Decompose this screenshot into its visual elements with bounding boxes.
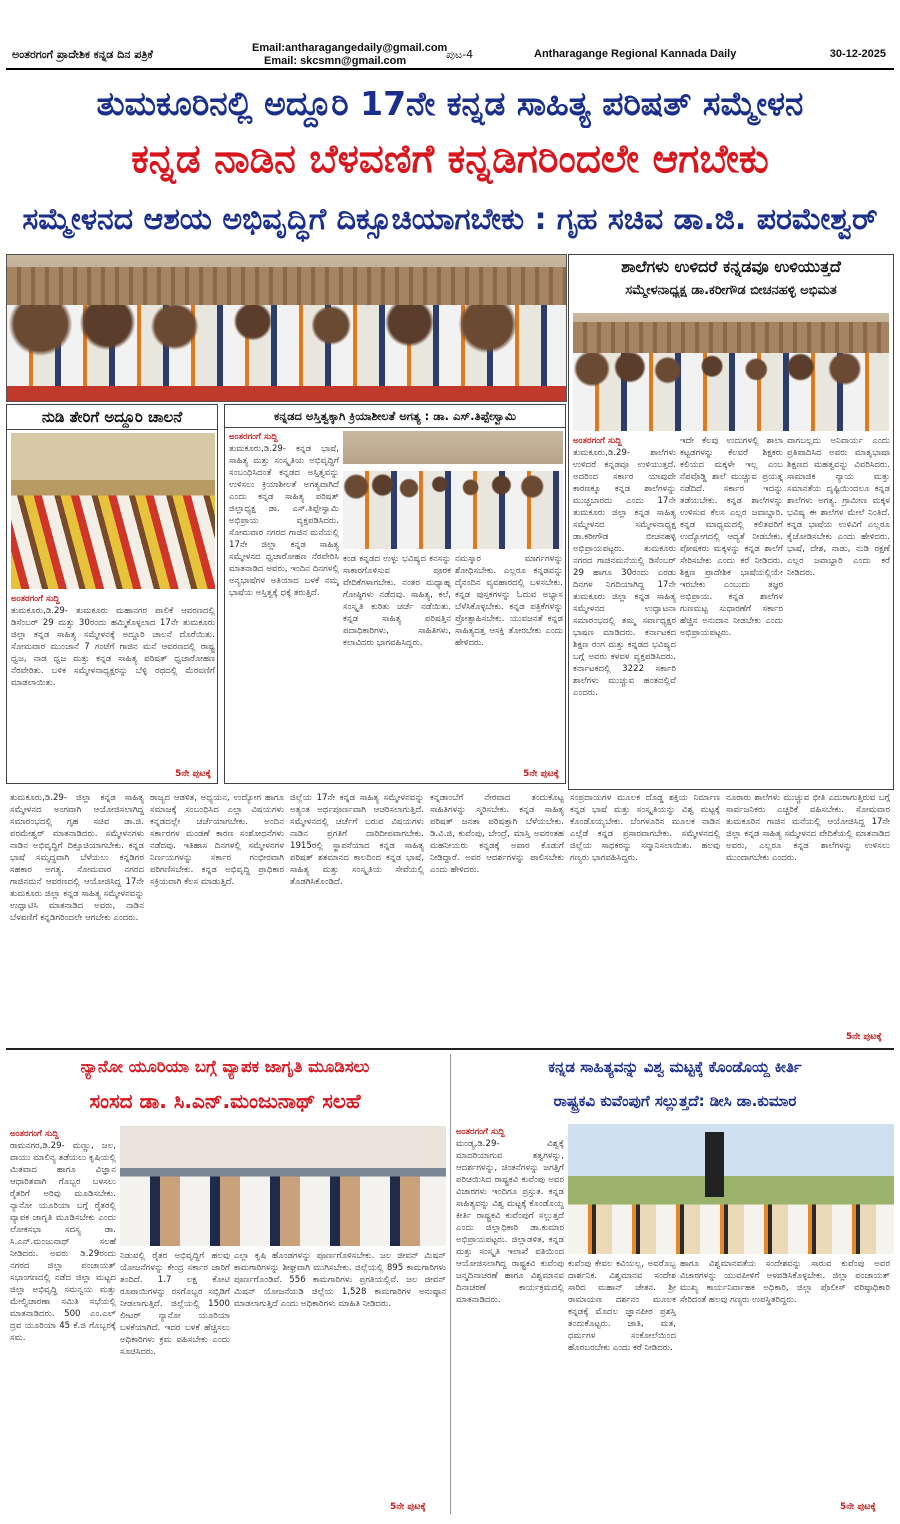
middle-story-text-3: ನಮಸ್ಕಾರ ಮಾರ್ಗಗಳನ್ನು ಶೋಧಿಸಬೇಕು. ಎಲ್ಲರೂ ಕನ್ನಡವನ್ನು ದೈನಂದಿನ ವ್ಯವಹಾರದಲ್ಲಿ ಬಳಸಬೇಕು. ಕನ್ನಡ ಪುಸ್ತಕಗಳನ್ನು ಓದುವ ಅಭ್ಯಾಸ ಬೆಳೆಸಿಕೊಳ್ಳಬೇಕು. ಕನ್ನಡ ಪತ್ರಿಕೆಗಳನ್ನು ಪ್ರೋತ್ಸಾಹಿಸಬೇಕು. ಯುವಜನತೆ ಕನ್ನಡ ಸಾಹಿತ್ಯದತ್ತ ಆಸಕ್ತಿ ತೋರಬೇಕು ಎಂದು ಹೇಳಿದರು.: [455, 554, 563, 648]
sidebar-body-2: ಇದೇ ಕೆಲವು ಉದುಗಳಲ್ಲಿ ಶಾಲಾ ಕಟ್ಟಡಗಳನ್ನು ಕೆಲವರೆ ಶಿಕ್ಷಕರು ಕಲಿಯದ ಮಕ್ಕಳೇ ಇಲ್ಲ ಎಂಬ ನೆಪವೊಡ್ಡಿ ಶಾಲೆ ಮುಚ್ಚುವ ಪ್ರಯತ್ನ ನಡೆದಿದೆ. ಸರ್ಕಾರ ಇದನ್ನು ತಡೆಯಬೇಕು. ಕನ್ನಡ ಶಾಲೆಗಳನ್ನು ಉಳಿಸುವ ಕೆಲಸ ಎಲ್ಲರ ಜವಾಬ್ದಾರಿ. ಕನ್ನಡ ಮಾಧ್ಯಮದಲ್ಲಿ ಕಲಿತವರಿಗೆ ಉದ್ಯೋಗದಲ್ಲಿ ಆದ್ಯತೆ ನೀಡಬೇಕು. ಪೋಷಕರು ಮಕ್ಕಳನ್ನು ಕನ್ನಡ ಶಾಲೆಗೆ ಸೇರಿಸಬೇಕು ಎಂದು ಕರೆ ನೀಡಿದರು. ಶಿಕ್ಷಣ ಪ್ರಾದೇಶಿಕ ಭಾಷೆಯಲ್ಲಿಯೇ ಇರಬೇಕು ಎಂಬುದು ತಜ್ಞರ ಅಭಿಪ್ರಾಯ. ಕನ್ನಡ ಶಾಲೆಗಳ ಗುಣಮಟ್ಟ ಸುಧಾರಣೆಗೆ ಸರ್ಕಾರ ಹೆಚ್ಚಿನ ಅನುದಾನ ನೀಡಬೇಕು ಎಂದು ಅಭಿಪ್ರಾಯಪಟ್ಟರು.: [680, 436, 783, 638]
section-divider: [6, 1048, 894, 1050]
bottom-left-col-3: ಎಲ್ಲಾ ಕೃಷಿ ಹೊಂಡಗಳನ್ನು ಪೂರ್ಣಗೊಳಿಸಬೇಕು. ಜಲ ಜೀವನ್ ಮಿಷನ್ ಕಾಮಗಾರಿಗಳನ್ನು ಶೀಘ್ರವಾಗಿ ಮುಗಿಸಬೇಕು. ಜಿಲ್ಲೆಯಲ್ಲಿ 895 ಕಾಮಗಾರಿಗಳು ಪೂರ್ಣಗೊಂಡಿವೆ. 556 ಕಾಮಗಾರಿಗಳು ಪ್ರಗತಿಯಲ್ಲಿವೆ. ಜಲ ಜೀವನ್ ಮಿಷನ್ ಯೋಜನೆಯಡಿ ಜಿಲ್ಲೆಯ 1,528 ಕಾಮಗಾರಿಗಳ ಅನುಷ್ಠಾನ ಮಾಡಲಾಗುತ್ತಿದೆ ಎಂದು ಅಧಿಕಾರಿಗಳು ಮಾಹಿತಿ ನೀಡಿದರು.: [234, 1251, 446, 1309]
bottom-right-continued[interactable]: 5ನೇ ಪುಟಕ್ಕೆ: [840, 1502, 876, 1512]
main-event-photo: [6, 254, 567, 402]
headline-sub: ಸಮ್ಮೇಳನದ ಆಶಯ ಅಭಿವೃದ್ಧಿಗೆ ದಿಕ್ಸೂಚಿಯಾಗಬೇಕು : ಗೃಹ ಸಚಿವ ಡಾ.ಜಿ. ಪರಮೇಶ್ವರ್: [22, 202, 878, 237]
email-secondary[interactable]: Email: skcsmn@gmail.com: [264, 55, 407, 67]
bottom-right-col-1: [456, 1126, 564, 1512]
sidebar-story: [568, 254, 894, 790]
masthead: [6, 40, 894, 70]
lead-col-2: ರಾಜ್ಯದ ಆಡಳಿತ, ಅಧ್ಯಯನ, ಉದ್ಯೋಗ ಹಾಗೂ ಸಮಾಜಕ್ಕೆ ಸಂಬಂಧಿಸಿದ ಎಲ್ಲಾ ವಿಷಯಗಳು ಕನ್ನಡದಲ್ಲೇ ಚರ್ಚೆಯಾಗಬೇಕು. ಅಂದಿನ ಸರ್ಕಾರಗಳ ಮಂಡಣೆ ಕಾರಣ ಸಂಶೋಧನೆಗಳು ನಡೆದವು. ಇತಿಹಾಸ ದಿನಗಳಲ್ಲಿ ಸಮ್ಮೇಳನಗಳ ನಿರ್ಣಯಗಳನ್ನು ಸರ್ಕಾರ ಗಂಭೀರವಾಗಿ ಪರಿಗಣಿಸಬೇಕು. ಕನ್ನಡ ಅಭಿವೃದ್ಧಿ ಪ್ರಾಧಿಕಾರ ಸಕ್ರಿಯವಾಗಿ ಕೆಲಸ ಮಾಡುತ್ತಿದೆ.: [150, 793, 284, 887]
lead-continued[interactable]: 5ನೇ ಪುಟಕ್ಕೆ: [846, 1032, 882, 1042]
middle-story-text: ತುಮಕೂರು,ಡಿ.29- ಕನ್ನಡ ಭಾಷೆ, ಸಾಹಿತ್ಯ ಮತ್ತು ಸಂಸ್ಕೃತಿಯ ಅಭಿವೃದ್ಧಿಗೆ ಸಂಬಂಧಿಸಿದಂತೆ ಕನ್ನಡದ ಅಸ್ತಿತ್ವವನ್ನು ಉಳಿಸಲು ಕ್ರಿಯಾಶೀಲತೆ ಅಗತ್ಯವಾಗಿದೆ ಎಂದು ಕನ್ನಡ ಸಾಹಿತ್ಯ ಪರಿಷತ್ ಜಿಲ್ಲಾಧ್ಯಕ್ಷ ಡಾ. ಎಸ್.ತಿಪ್ಪೇಸ್ವಾಮಿ ಅಭಿಪ್ರಾಯ ವ್ಯಕ್ತಪಡಿಸಿದರು. ಸೋಮವಾರ ನಗರದ ಗಾಜಿನ ಮನೆಯಲ್ಲಿ 17ನೇ ಜಿಲ್ಲಾ ಕನ್ನಡ ಸಾಹಿತ್ಯ ಸಮ್ಮೇಳನದ ಧ್ವಜಾರೋಹಣ ನೆರವೇರಿಸಿ ಮಾತನಾಡಿದ ಅವರು, ಇಂದಿನ ದಿನಗಳಲ್ಲಿ ಅನ್ಯಭಾಷೆಗಳ ಅತಿಯಾದ ಬಳಕೆ ನಮ್ಮ ಭಾಷೆಯ ಅಸ್ತಿತ್ವಕ್ಕೆ ಧಕ್ಕೆ ತರುತ್ತಿದೆ.: [229, 444, 339, 598]
left-story-continued[interactable]: 5ನೇ ಪುಟಕ್ಕೆ: [175, 769, 211, 779]
middle-story-col-3: [455, 553, 563, 767]
sidebar-column-3: [787, 435, 890, 785]
middle-story-text-2: ಕಂಡ ಕನ್ನಡದ ಉಳ್ಳು ಭವಿಷ್ಯದ ಕನಸನ್ನು ಸಾಕಾರಗೊಳಿಸುವ ಪೂರಕ ವೇದಿಕೆಗಳಾಗಬೇಕು. ನಂತರ ಮಧ್ಯಾಹ್ನ ಗೋಷ್ಠಿಗಳು ನಡೆದವು. ಸಾಹಿತ್ಯ, ಕಲೆ, ಸಂಸ್ಕೃತಿ ಕುರಿತು ಚರ್ಚೆ ನಡೆಯಿತು. ಕನ್ನಡ ಸಾಹಿತ್ಯ ಪರಿಷತ್ತಿನ ಪದಾಧಿಕಾರಿಗಳು, ಸಾಹಿತಿಗಳು, ಕಲಾವಿದರು ಭಾಗವಹಿಸಿದ್ದರು.: [343, 554, 451, 648]
middle-story-title: ಕನ್ನಡದ ಅಸ್ತಿತ್ವಕ್ಕಾಗಿ ಕ್ರಿಯಾಶೀಲತೆ ಅಗತ್ಯ : ಡಾ. ಎಸ್.ತಿಪ್ಪೇಸ್ವಾಮಿ: [225, 405, 565, 428]
middle-story-col-1: [229, 431, 339, 781]
paper-tagline: ಅಂತರಗಂಗೆ ಪ್ರಾದೇಶಿಕ ಕನ್ನಡ ದಿನ ಪತ್ರಿಕೆ: [12, 48, 153, 61]
lead-col-5: ಸಂಪ್ರದಾಯಗಳ ಮೂಲಕ ದೊಡ್ಡ ಶಕ್ತಿಯ ನಿರ್ಮಾಣ ಕನ್ನಡ ಭಾಷೆ ಮತ್ತು ಸಂಸ್ಕೃತಿಯನ್ನು ವಿಶ್ವ ಮಟ್ಟಕ್ಕೆ ಕೊಂಡೊಯ್ಯಬೇಕು. ಬೆಂಗಳೂರಿನ ಮೂಲಕ ನಾಡಿನ ಎಲ್ಲೆಡೆ ಕನ್ನಡ ಪ್ರಸಾರವಾಗಬೇಕು. ಸಮ್ಮೇಳನದಲ್ಲಿ ಜಿಲ್ಲೆಯ ಸಾಧಕರನ್ನು ಸನ್ಮಾನಿಸಲಾಯಿತು. ಹಲವು ಗಣ್ಯರು ಭಾಗವಹಿಸಿದ್ದರು.: [570, 793, 720, 863]
lead-col-6: ನೂರಾರು ಶಾಲೆಗಳು ಮುಚ್ಚುವ ಭೀತಿ ಎದುರಾಗುತ್ತಿರುವ ಬಗ್ಗೆ ಸಾರ್ವಜನಿಕರು ಎಚ್ಚರಿಕೆ ವಹಿಸಬೇಕು. ಸೋಮವಾರ ತುಮಕೂರಿನ ಗಾಜಿನ ಮನೆಯಲ್ಲಿ ಆಯೋಜಿಸಿದ್ದ 17ನೇ ಜಿಲ್ಲಾ ಕನ್ನಡ ಸಾಹಿತ್ಯ ಸಮ್ಮೇಳನದ ವೇದಿಕೆಯಲ್ಲಿ ಮಾತನಾಡಿದ ಅವರು, ಎಲ್ಲರೂ ಕನ್ನಡ ಶಾಲೆಗಳನ್ನು ಉಳಿಸಲು ಮುಂದಾಗಬೇಕು ಎಂದರು.: [726, 793, 890, 863]
lead-col-4: ಕನ್ನಡಾಂಬೆಗೆ ನೇರವಾದ ತಂದುಕೊಟ್ಟ ಸಾಹಿತಿಗಳನ್ನು ಸ್ಮರಿಸಬೇಕು. ಕನ್ನಡ ಸಾಹಿತ್ಯ ಪರಿಷತ್ ಜನತಾ ಪರಿಷತ್ತಾಗಿ ಬೆಳೆಯಬೇಕು. ಡಿ.ವಿ.ಜಿ, ಕುವೆಂಪು, ಬೇಂದ್ರೆ, ಮಾಸ್ತಿ ಅವರಂತಹ ಮಹನೀಯರು ಕನ್ನಡಕ್ಕೆ ಅಪಾರ ಕೊಡುಗೆ ನೀಡಿದ್ದಾರೆ. ಅವರ ಆದರ್ಶಗಳನ್ನು ಪಾಲಿಸಬೇಕು ಎಂದು ಹೇಳಿದರು.: [430, 793, 564, 875]
sidebar-column-1: [573, 435, 676, 785]
sidebar-title-2: ಸಮ್ಮೇಳನಾಧ್ಯಕ್ಷ ಡಾ.ಕರೀಗೌಡ ಬೀಚನಹಳ್ಳಿ ಅಭಿಮತ: [625, 283, 837, 298]
left-story-title: ನುಡಿ ತೇರಿಗೆ ಅದ್ದೂರಿ ಚಾಲನೆ: [7, 405, 217, 430]
sidebar-credit: ಅಂತರಗಂಗೆ ಸುದ್ದಿ: [573, 436, 622, 446]
bottom-right-col-3: ಹಾಗೂ ವಿಶ್ವಮಾನವತೆಯ ಸಂದೇಶವನ್ನು ಸಾರುವ ಕುವೆಂಪು ಅವರ ವಿಚಾರಗಳನ್ನು ಯುವಪೀಳಿಗೆ ಅಳವಡಿಸಿಕೊಳ್ಳಬೇಕು. ಜಿಲ್ಲಾ ಪಂಚಾಯತ್ ಮುಖ್ಯ ಕಾರ್ಯನಿರ್ವಾಹಕ ಅಧಿಕಾರಿ, ಜಿಲ್ಲಾ ಪೊಲೀಸ್ ವರಿಷ್ಠಾಧಿಕಾರಿ ಸೇರಿದಂತೆ ಹಲವು ಗಣ್ಯರು ಉಪಸ್ಥಿತರಿದ್ದರು.: [680, 1259, 890, 1305]
bottom-left-continued[interactable]: 5ನೇ ಪುಟಕ್ಕೆ: [390, 1502, 426, 1512]
sidebar-body-1: ತುಮಕೂರು,ಡಿ.29- ಶಾಲೆಗಳು ಉಳಿದರೆ ಕನ್ನಡವೂ ಉಳಿಯುತ್ತದೆ. ಅದರಿಂದ ಸರ್ಕಾರ ಯಾವುದೇ ಕಾರಣಕ್ಕೂ ಕನ್ನಡ ಶಾಲೆಗಳನ್ನು ಮುಚ್ಚಬಾರದು ಎಂದು 17ನೇ ತುಮಕೂರು ಜಿಲ್ಲಾ ಕನ್ನಡ ಸಾಹಿತ್ಯ ಸಮ್ಮೇಳನದ ಸಮ್ಮೇಳನಾಧ್ಯಕ್ಷ ಡಾ.ಕರೀಗೌಡ ಬೀಚನಹಳ್ಳಿ ಅಭಿಪ್ರಾಯಪಟ್ಟರು. ತುಮಕೂರು ನಗರದ ಗಾಜಿನಮನೆಯಲ್ಲಿ ಡಿಸೆಂಬರ್ 29 ಹಾಗೂ 30ರಂದು ಎರಡು ದಿನಗಳ ನಿಗದಿಯಾಗಿದ್ದ 17ನೇ ತುಮಕೂರು ಜಿಲ್ಲಾ ಕನ್ನಡ ಸಾಹಿತ್ಯ ಸಮ್ಮೇಳನದ ಉದ್ಘಾಟನಾ ಸಮಾರಂಭದಲ್ಲಿ ತಮ್ಮ ಸರ್ವಾಧ್ಯಕ್ಷರ ಭಾಷಣ ಮಾಡಿದರು. ಕರ್ನಾಟಕದ ಶಿಕ್ಷಣ ರಂಗ ಮತ್ತು ಕನ್ನಡದ ಭವಿಷ್ಯದ ಬಗ್ಗೆ ಅವರು ಕಳವಳ ವ್ಯಕ್ತಪಡಿಸಿದರು. ಕರ್ನಾಟಕದಲ್ಲಿ 3222 ಸರ್ಕಾರಿ ಶಾಲೆಗಳು ಮುಚ್ಚುವ ಹಂತದಲ್ಲಿವೆ ಎಂದರು.: [573, 448, 676, 698]
middle-story-credit: ಅಂತರಗಂಗೆ ಸುದ್ದಿ: [229, 432, 278, 442]
lead-col-3: ಜಿಲ್ಲೆಯ 17ನೇ ಕನ್ನಡ ಸಾಹಿತ್ಯ ಸಮ್ಮೇಳನವನ್ನು ಅತ್ಯಂತ ಅರ್ಥಪೂರ್ಣವಾಗಿ ಆಚರಿಸಲಾಗುತ್ತಿದೆ. ಸಮ್ಮೇಳನದಲ್ಲಿ ಚರ್ಚೆಗೆ ಬರುವ ವಿಷಯಗಳು ನಾಡಿನ ಪ್ರಗತಿಗೆ ದಾರಿದೀಪವಾಗಬೇಕು. 1915ರಲ್ಲಿ ಸ್ಥಾಪನೆಯಾದ ಕನ್ನಡ ಸಾಹಿತ್ಯ ಪರಿಷತ್ ಶತಮಾನದ ಕಾಲದಿಂದ ಕನ್ನಡ ಭಾಷೆ, ಸಾಹಿತ್ಯ ಮತ್ತು ಸಂಸ್ಕೃತಿಯ ಸೇವೆಯಲ್ಲಿ ತೊಡಗಿಸಿಕೊಂಡಿದೆ.: [290, 793, 424, 887]
issue-date: 30-12-2025: [829, 48, 886, 60]
bottom-right-col-2: ಕುವೆಂಪು ಕೇವಲ ಕವಿಯಲ್ಲ, ಅವರೊಬ್ಬ ದಾರ್ಶನಿಕ. ವಿಶ್ವಮಾನವ ಸಂದೇಶ ಸಾರಿದ ಮಹಾನ್ ಚೇತನ. ಶ್ರೀ ರಾಮಾಯಣ ದರ್ಶನಂ ಮೂಲಕ ಕನ್ನಡಕ್ಕೆ ಮೊದಲ ಜ್ಞಾನಪೀಠ ಪ್ರಶಸ್ತಿ ತಂದುಕೊಟ್ಟರು. ಜಾತಿ, ಮತ, ಧರ್ಮಗಳ ಸಂಕೋಲೆಯಿಂದ ಹೊರಬರಬೇಕು ಎಂದು ಕರೆ ನೀಡಿದರು.: [568, 1259, 676, 1353]
sidebar-photo: [573, 313, 889, 431]
sidebar-title-1: ಶಾಲೆಗಳು ಉಳಿದರೆ ಕನ್ನಡವೂ ಉಳಿಯುತ್ತದೆ: [621, 257, 841, 276]
contact-emails: [252, 42, 447, 68]
column-divider: [450, 1054, 451, 1514]
paper-name-english: Antharagange Regional Kannada Daily: [534, 48, 737, 60]
bottom-left-col-2: ನಿಡುವಲ್ಲಿ ರೈತರ ಅಭಿವೃದ್ಧಿಗೆ ಹಲವು ಯೋಜನೆಗಳನ್ನು ಕೇಂದ್ರ ಸರ್ಕಾರ ಜಾರಿಗೆ ತಂದಿದೆ. 1.7 ಲಕ್ಷ ಕೋಟಿ ರೂಪಾಯಿಗಳನ್ನು ರಸಗೊಬ್ಬರ ಸಬ್ಸಿಡಿಗೆ ನೀಡಲಾಗುತ್ತಿದೆ. ಜಿಲ್ಲೆಯಲ್ಲಿ 1500 ಲೀಟರ್ ನ್ಯಾನೋ ಯೂರಿಯಾ ಬಳಕೆಯಾಗಿದೆ. ಇದರ ಬಳಕೆ ಹೆಚ್ಚಿಸಲು ಅಧಿಕಾರಿಗಳು ಕ್ರಮ ವಹಿಸಬೇಕು ಎಂದು ಸೂಚಿಸಿದರು.: [120, 1251, 230, 1357]
bottom-left-text: ರಾಮನಗರ,ಡಿ.29- ಮಣ್ಣು, ಜಲ, ವಾಯು ಮಾಲಿನ್ಯ ತಡೆಯಲು ಕೃಷಿಯಲ್ಲಿ ಮಿತವಾದ ಹಾಗೂ ವಿಜ್ಞಾನ ಆಧಾರಿತವಾಗಿ ಗೊಬ್ಬರ ಬಳಸಲು ರೈತರಿಗೆ ಅರಿವು ಮೂಡಿಸಬೇಕು. ನ್ಯಾನೋ ಯೂರಿಯಾ ಬಗ್ಗೆ ರೈತರಲ್ಲಿ ವ್ಯಾಪಕ ಜಾಗೃತಿ ಮೂಡಿಸಬೇಕು ಎಂದು ಲೋಕಸಭಾ ಸದಸ್ಯ ಡಾ. ಸಿ.ಎನ್.ಮಂಜುನಾಥ್ ಸಲಹೆ ನೀಡಿದರು. ಅವರು ಡಿ.29ರಂದು ನಗರದ ಜಿಲ್ಲಾ ಪಂಚಾಯತ್ ಸಭಾಂಗಣದಲ್ಲಿ ನಡೆದ ಜಿಲ್ಲಾ ಮಟ್ಟದ ಜಿಲ್ಲಾ ಅಭಿವೃದ್ಧಿ ಸಮನ್ವಯ ಮತ್ತು ಮೇಲ್ವಿಚಾರಣಾ ಸಮಿತಿ ಸಭೆಯಲ್ಲಿ ಮಾತನಾಡಿದರು. 500 ಎಂ.ಎಲ್ ದ್ರವ ಯೂರಿಯಾ 45 ಕೆ.ಜಿ ಗೊಬ್ಬರಕ್ಕೆ ಸಮ.: [10, 1141, 116, 1343]
bottom-left-col-1: [10, 1128, 116, 1512]
left-story-body: [11, 593, 215, 765]
bottom-right-credit: ಅಂತರಗಂಗೆ ಸುದ್ದಿ: [456, 1127, 505, 1137]
sidebar-column-2: [680, 435, 783, 785]
bottom-right-title-2: ರಾಷ್ಟ್ರಕವಿ ಕುವೆಂಪುಗೆ ಸಲ್ಲುತ್ತದೆ: ಡೀಸಿ ಡಾ.ಕುಮಾರ: [553, 1092, 797, 1110]
headline-kicker: ತುಮಕೂರಿನಲ್ಲಿ ಅದ್ದೂರಿ 17ನೇ ಕನ್ನಡ ಸಾಹಿತ್ಯ ಪರಿಷತ್ ಸಮ್ಮೇಳನ: [96, 84, 804, 123]
headline-main: ಕನ್ನಡ ನಾಡಿನ ಬೆಳವಣಿಗೆ ಕನ್ನಡಿಗರಿಂದಲೇ ಆಗಬೇಕು: [131, 137, 769, 182]
bottom-left-credit: ಅಂತರಗಂಗೆ ಸುದ್ದಿ: [10, 1129, 59, 1139]
hall-photo: [343, 431, 563, 549]
bottom-right-title-1: ಕನ್ನಡ ಸಾಹಿತ್ಯವನ್ನು ವಿಶ್ವ ಮಟ್ಟಕ್ಕೆ ಕೊಂಡೊಯ್ದ ಕೀರ್ತಿ: [548, 1058, 802, 1076]
middle-story-continued[interactable]: 5ನೇ ಪುಟಕ್ಕೆ: [523, 769, 559, 779]
bottom-right-text: ಮಂಡ್ಯ,ಡಿ.29- ವಿಶ್ವಕ್ಕೆ ಮಾದರಿಯಾಗುವ ತತ್ವಗಳನ್ನು, ಆದರ್ಶಗಳನ್ನು, ಚಿಂತನೆಗಳನ್ನು ಜಗತ್ತಿಗೆ ಪರಿಚಯಿಸಿದ ರಾಷ್ಟ್ರಕವಿ ಕುವೆಂಪು ಅವರ ವಿಚಾರಗಳು ಇಂದಿಗೂ ಪ್ರಸ್ತುತ. ಕನ್ನಡ ಸಾಹಿತ್ಯವನ್ನು ವಿಶ್ವ ಮಟ್ಟಕ್ಕೆ ಕೊಂಡೊಯ್ದ ಕೀರ್ತಿ ರಾಷ್ಟ್ರಕವಿ ಕುವೆಂಪುಗೆ ಸಲ್ಲುತ್ತದೆ ಎಂದು ಜಿಲ್ಲಾಧಿಕಾರಿ ಡಾ.ಕುಮಾರ ಅಭಿಪ್ರಾಯಪಟ್ಟರು. ಜಿಲ್ಲಾಡಳಿತ, ಕನ್ನಡ ಮತ್ತು ಸಂಸ್ಕೃತಿ ಇಲಾಖೆ ವತಿಯಿಂದ ಆಯೋಜಿಸಲಾಗಿದ್ದ ರಾಷ್ಟ್ರಕವಿ ಕುವೆಂಪು ಜನ್ಮದಿನಾಚರಣೆ ಹಾಗೂ ವಿಶ್ವಮಾನವ ದಿನಾಚರಣೆ ಕಾರ್ಯಕ್ರಮದಲ್ಲಿ ಮಾತನಾಡಿದರು.: [456, 1139, 564, 1305]
page-number: ಪುಟ-4: [446, 48, 474, 61]
middle-story-col-2: [343, 553, 451, 781]
bottom-left-title-2: ಸಂಸದ ಡಾ. ಸಿ.ಎನ್.ಮಂಜುನಾಥ್ ಸಲಹೆ: [89, 1089, 361, 1113]
sidebar-body-3: ವಾಗಬಲ್ಲದು ಅನಿವಾರ್ಯ ಎಂದು ಪ್ರತಿಪಾದಿಸಿದ ಅವರು ಮಾತೃಭಾಷಾ ಶಿಕ್ಷಣದ ಮಹತ್ವವನ್ನು ವಿವರಿಸಿದರು. ಸಾಮಾಜಿಕ ನ್ಯಾಯ ಮತ್ತು ಸಮಾನತೆಯ ದೃಷ್ಟಿಯಿಂದಲೂ ಕನ್ನಡ ಶಾಲೆಗಳು ಅಗತ್ಯ. ಗ್ರಾಮೀಣ ಮಕ್ಕಳ ಭವಿಷ್ಯ ಈ ಶಾಲೆಗಳ ಮೇಲೆ ನಿಂತಿದೆ. ಕನ್ನಡ ಭಾಷೆಯ ಉಳಿವಿಗೆ ಎಲ್ಲರೂ ಕೈಜೋಡಿಸಬೇಕು ಎಂದು ಹೇಳಿದರು. ಭಾಷೆ, ದೇಶ, ನಾಡು, ನುಡಿ ರಕ್ಷಣೆ ಎಲ್ಲರ ಜವಾಬ್ದಾರಿ ಎಂದು ಕರೆ ನೀಡಿದರು.: [787, 436, 890, 578]
kuvempu-statue-photo: [568, 1124, 894, 1254]
middle-story: [224, 404, 566, 784]
procession-photo: [11, 433, 215, 589]
email-primary[interactable]: Email:antharagangedaily@gmail.com: [252, 42, 448, 54]
lead-col-1: ತುಮಕೂರು,ಡಿ.29- ಜಿಲ್ಲಾ ಕನ್ನಡ ಸಾಹಿತ್ಯ ಸಮ್ಮೇಳನದ ಅಂಗವಾಗಿ ಆಯೋಜಿಸಲಾಗಿದ್ದ ಸಮಾರಂಭದಲ್ಲಿ ಗೃಹ ಸಚಿವ ಡಾ.ಜಿ. ಪರಮೇಶ್ವರ್ ಮಾತನಾಡಿದರು. ಸಮ್ಮೇಳನಗಳು ನಾಡಿನ ಅಭಿವೃದ್ಧಿಗೆ ದಿಕ್ಸೂಚಿಯಾಗಬೇಕು. ಕನ್ನಡ ಭಾಷೆ ಸಮೃದ್ಧವಾಗಿ ಬೆಳೆಯಲು ಕನ್ನಡಿಗರ ಸಹಕಾರ ಅಗತ್ಯ. ಸೋಮವಾರ ನಗರದ ಗಾಜಿನಮನೆ ಆವರಣದಲ್ಲಿ ಆಯೋಜಿಸಿದ್ದ 17ನೇ ತುಮಕೂರು ಜಿಲ್ಲಾ ಕನ್ನಡ ಸಾಹಿತ್ಯ ಸಮ್ಮೇಳನವನ್ನು ಉದ್ಘಾಟಿಸಿ ಮಾತನಾಡಿದ ಅವರು, ನಾಡಿನ ಬೆಳವಣಿಗೆ ಕನ್ನಡಿಗರಿಂದಲೇ ಆಗಬೇಕು ಎಂದರು.: [10, 793, 144, 923]
left-story-credit: ಅಂತರಗಂಗೆ ಸುದ್ದಿ: [11, 594, 60, 604]
left-story-text: ತುಮಕೂರು,ಡಿ.29- ತುಮಕೂರು ಮಹಾನಗರ ಪಾಲಿಕೆ ಆವರಣದಲ್ಲಿ ಡಿಸೆಂಬರ್ 29 ಮತ್ತು 30ರಂದು ಹಮ್ಮಿಕೊಳ್ಳಲಾದ 17ನೇ ತುಮಕೂರು ಜಿಲ್ಲಾ ಕನ್ನಡ ಸಾಹಿತ್ಯ ಸಮ್ಮೇಳನಕ್ಕೆ ಅದ್ದೂರಿ ಚಾಲನೆ ದೊರೆಯಿತು. ಸೋಮವಾರ ಮುಂಜಾನೆ 7 ಗಂಟೆಗೆ ಗಾಜಿನ ಮನೆ ಆವರಣದಲ್ಲಿ ರಾಷ್ಟ್ರ ಧ್ವಜ, ನಾಡ ಧ್ವಜ ಮತ್ತು ಕನ್ನಡ ಸಾಹಿತ್ಯ ಪರಿಷತ್ ಧ್ವಜಾರೋಹಣ ನೆರವೇರಿತು. ಬಳಿಕ ಸಮ್ಮೇಳನಾಧ್ಯಕ್ಷರನ್ನು ಬೆಳ್ಳಿ ರಥದಲ್ಲಿ ಮೆರವಣಿಗೆ ಮಾಡಲಾಯಿತು.: [11, 606, 215, 688]
bottom-left-title-1: ನ್ಯಾನೋ ಯೂರಿಯಾ ಬಗ್ಗೆ ವ್ಯಾಪಕ ಜಾಗೃತಿ ಮೂಡಿಸಲು: [80, 1057, 370, 1076]
left-story: [6, 404, 218, 784]
meeting-photo: [120, 1126, 446, 1246]
